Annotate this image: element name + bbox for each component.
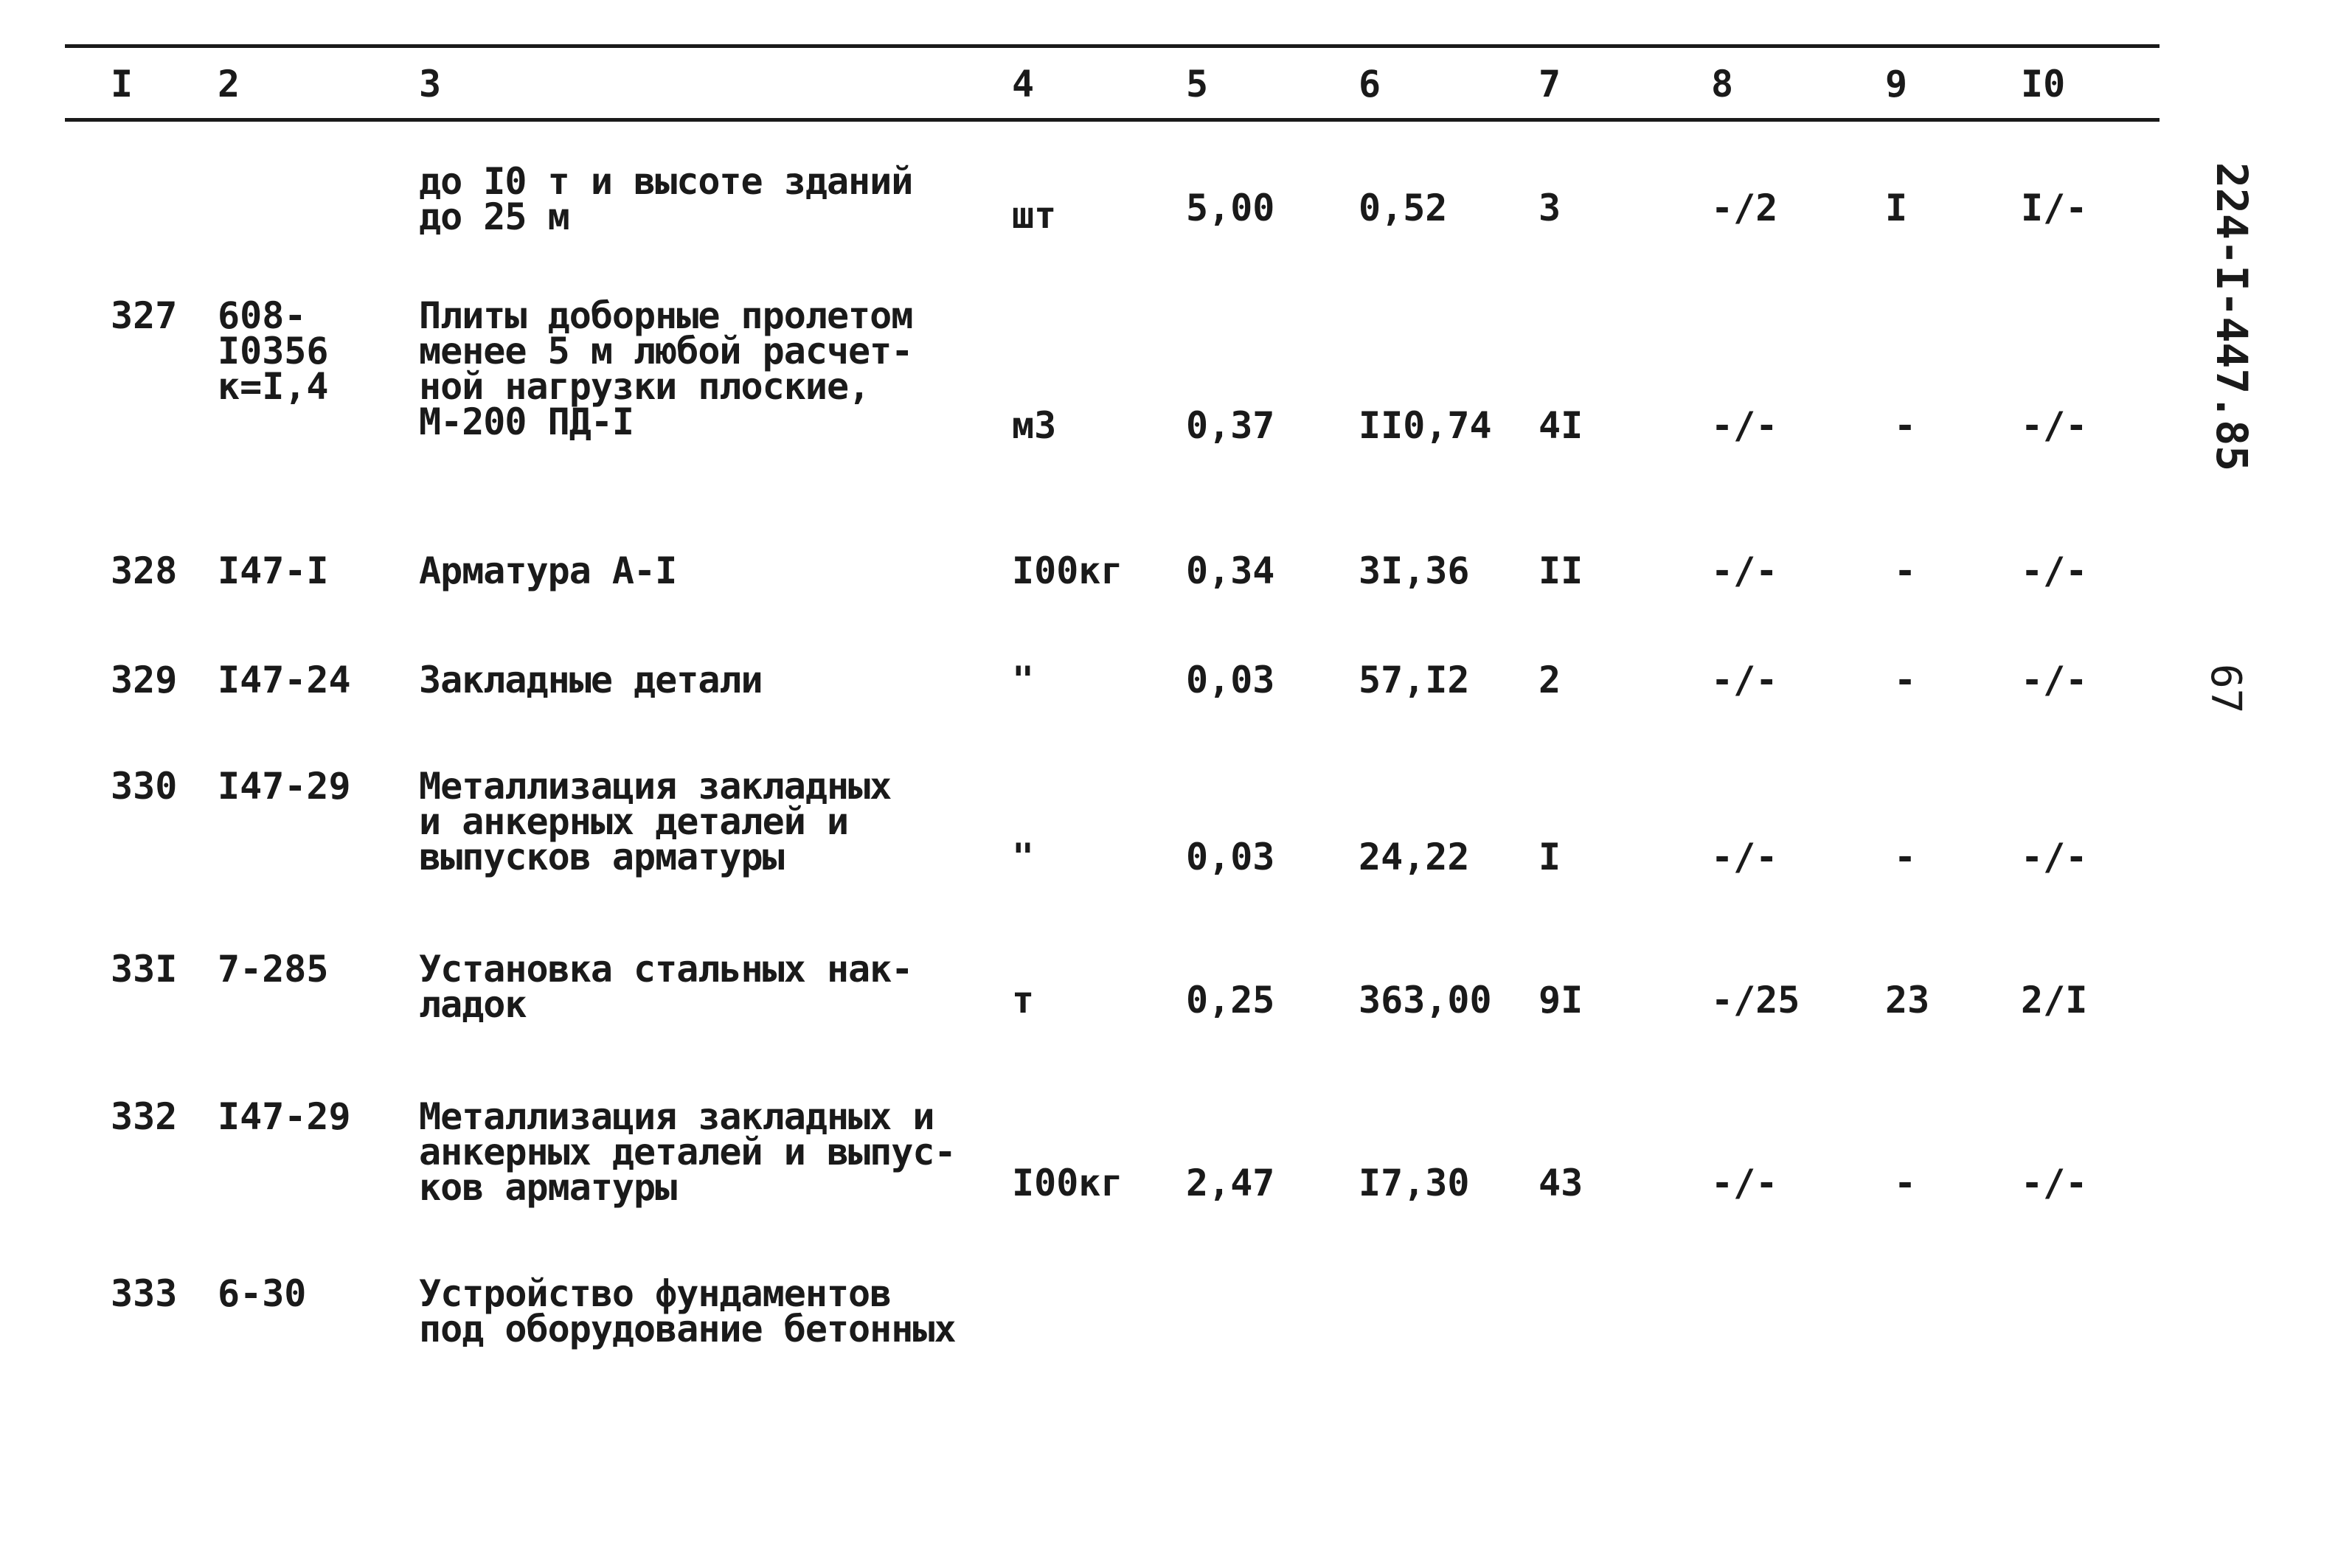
table-header-rule <box>65 118 2160 122</box>
row-code: I47-29 <box>218 1095 351 1138</box>
row-unit: I00кг <box>1012 549 1123 592</box>
col-header-7: 7 <box>1538 63 1561 105</box>
row-col9: - <box>1894 659 1917 701</box>
row-col9: - <box>1894 549 1917 592</box>
row-col6: 24,22 <box>1359 836 1470 878</box>
row-col5: 0,37 <box>1186 404 1275 447</box>
row-col7: II <box>1538 549 1583 592</box>
row-col9: - <box>1894 404 1917 447</box>
row-col7: 3 <box>1538 187 1561 229</box>
row-col5: 0,03 <box>1186 836 1275 878</box>
row-col5: 0,25 <box>1186 979 1275 1021</box>
col-header-2: 2 <box>218 63 240 105</box>
col-header-8: 8 <box>1711 63 1734 105</box>
row-col8: -/- <box>1711 836 1778 878</box>
row-unit: м3 <box>1012 404 1057 447</box>
row-col10: I/- <box>2021 187 2088 229</box>
row-col8: -/- <box>1711 1162 1778 1204</box>
row-col9: 23 <box>1885 979 1930 1021</box>
row-code: I47-29 <box>218 765 351 808</box>
row-code: I47-I <box>218 549 329 592</box>
row-col8: -/- <box>1711 659 1778 701</box>
row-col7: 2 <box>1538 659 1561 701</box>
row-code: I47-24 <box>218 659 351 701</box>
row-col8: -/25 <box>1711 979 1800 1021</box>
row-col10: -/- <box>2021 1162 2088 1204</box>
row-col9: - <box>1894 836 1917 878</box>
col-header-6: 6 <box>1359 63 1381 105</box>
row-col6: 363,00 <box>1359 979 1492 1021</box>
row-col7: 9I <box>1538 979 1583 1021</box>
row-col6: 0,52 <box>1359 187 1448 229</box>
row-description: Металлизация закладных и анкерных деталей и выпусков арматуры <box>419 765 892 878</box>
row-col7: 4I <box>1538 404 1583 447</box>
row-number: 333 <box>111 1272 178 1315</box>
row-col5: 5,00 <box>1186 187 1275 229</box>
row-unit: " <box>1012 836 1035 878</box>
table-top-rule <box>65 44 2160 48</box>
page-number: 67 <box>2202 664 2249 714</box>
row-number: 327 <box>111 294 178 337</box>
row-col9: I <box>1885 187 1908 229</box>
row-description: Установка стальных нак- ладок <box>419 948 913 1026</box>
row-col5: 2,47 <box>1186 1162 1275 1204</box>
row-col10: -/- <box>2021 404 2088 447</box>
col-header-5: 5 <box>1186 63 1209 105</box>
row-col5: 0,03 <box>1186 659 1275 701</box>
row-number: 328 <box>111 549 178 592</box>
row-code: 6-30 <box>218 1272 307 1315</box>
row-col10: 2/I <box>2021 979 2088 1021</box>
row-unit: " <box>1012 659 1035 701</box>
row-number: 33I <box>111 948 178 991</box>
row-unit: I00кг <box>1012 1162 1123 1204</box>
row-number: 330 <box>111 765 178 808</box>
row-col7: I <box>1538 836 1561 878</box>
row-description: Арматура А-I <box>419 549 677 592</box>
row-col6: II0,74 <box>1359 404 1492 447</box>
row-description: Плиты доборные пролетом менее 5 м любой расчет- ной нагрузки плоские, М-200 ПД-I <box>419 294 913 443</box>
row-col6: 57,I2 <box>1359 659 1470 701</box>
row-col10: -/- <box>2021 549 2088 592</box>
row-description: Устройство фундаментов под оборудование бетонных <box>419 1272 956 1350</box>
document-code: 224-I-447.85 <box>2207 162 2257 472</box>
row-col7: 43 <box>1538 1162 1583 1204</box>
row-col9: - <box>1894 1162 1917 1204</box>
row-col5: 0,34 <box>1186 549 1275 592</box>
row-col8: -/- <box>1711 404 1778 447</box>
row-col10: -/- <box>2021 836 2088 878</box>
row-col6: 3I,36 <box>1359 549 1470 592</box>
row-description: до I0 т и высоте зданий до 25 м <box>419 160 913 238</box>
row-code: 7-285 <box>218 948 329 991</box>
col-header-1: I <box>111 63 133 105</box>
row-col8: -/- <box>1711 549 1778 592</box>
row-col6: I7,30 <box>1359 1162 1470 1204</box>
row-unit: т <box>1012 979 1035 1021</box>
row-description: Металлизация закладных и анкерных деталей и выпус- ков арматуры <box>419 1095 956 1209</box>
row-col8: -/2 <box>1711 187 1778 229</box>
row-number: 332 <box>111 1095 178 1138</box>
col-header-4: 4 <box>1012 63 1035 105</box>
row-unit: шт <box>1012 194 1057 237</box>
col-header-9: 9 <box>1885 63 1908 105</box>
row-description: Закладные детали <box>419 659 763 701</box>
row-col10: -/- <box>2021 659 2088 701</box>
col-header-10: I0 <box>2021 63 2066 105</box>
col-header-3: 3 <box>419 63 442 105</box>
row-number: 329 <box>111 659 178 701</box>
row-code: 608- I0356 к=I,4 <box>218 294 329 408</box>
